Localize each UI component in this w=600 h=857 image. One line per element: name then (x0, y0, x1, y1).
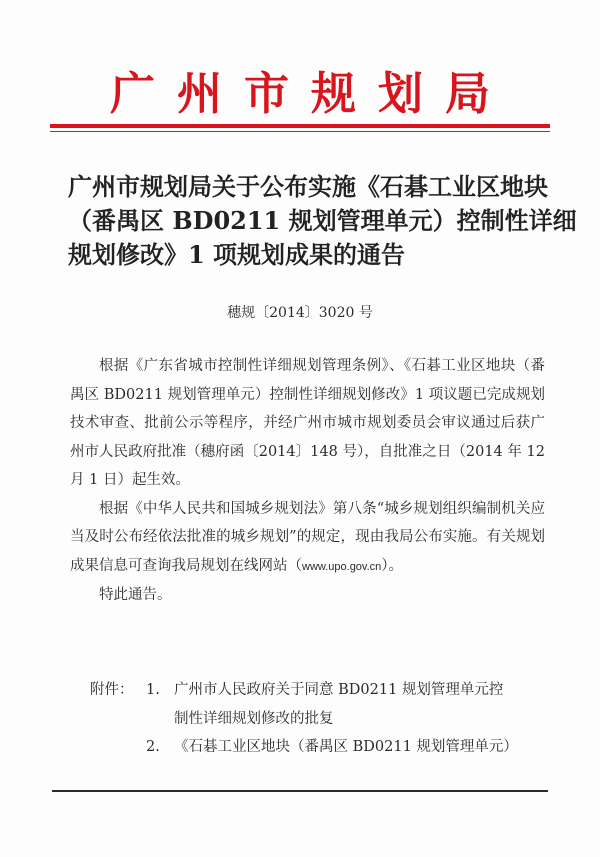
title-line-2: （番禺区 BD0211 规划管理单元）控制性详细 (68, 206, 577, 235)
document-body (70, 352, 545, 610)
footer-rule (52, 790, 548, 792)
website-link[interactable]: www.upo.gov.cn (302, 560, 382, 573)
body-paragraph-3: 特此通告。 (99, 587, 172, 603)
paragraph-2-tail: ）。 (381, 557, 404, 574)
attachment-number: 1. (146, 682, 160, 698)
body-paragraph-2 (70, 495, 545, 582)
document-title (68, 170, 577, 272)
attachment-number: 2. (146, 739, 160, 755)
attachments-label: 附件： (90, 682, 134, 698)
attachment-item-2 (90, 733, 550, 762)
body-paragraph-1: 根据《广东省城市控制性详细规划管理条例》、《石碁工业区地块（番禺区 BD0211 规划管理单元）控制性详细规划修改》1 项议题已完成规划技术审查、批前公示等程序，并经广州市城市规划委员会审议通过后获广州市人民政府批准（穗府函〔2014〕148 号），自批准之日（2014 年 12 月 1 日）起生效。 (70, 358, 545, 488)
attachment-1-line-2: 制性详细规划修改的批复 (174, 710, 334, 727)
document-number: 穗规〔2014〕3020 号 (227, 305, 373, 321)
title-line-3: 规划修改》1 项规划成果的通告 (68, 240, 406, 269)
attachment-item-1 (90, 676, 550, 733)
letterhead-org-name: 广州市规划局 (109, 67, 512, 120)
attachment-2-line-1: 《石碁工业区地块（番禺区 BD0211 规划管理单元） (174, 739, 518, 755)
letterhead-red-rule-thick (50, 124, 550, 128)
attachments-section (90, 676, 550, 762)
paragraph-2-text: 根据《中华人民共和国城乡规划法》第八条“城乡规划组织编制机关应当及时公布经依法批准的城乡规划”的规定，现由我局公布实施。有关规划成果信息可查询我局规划在线网站（ (70, 500, 545, 574)
letterhead-red-rule-thin (50, 131, 550, 132)
attachment-1-line-1: 广州市人民政府关于同意 BD0211 规划管理单元控 (174, 682, 504, 698)
title-line-1: 广州市规划局关于公布实施《石碁工业区地块 (68, 172, 548, 201)
